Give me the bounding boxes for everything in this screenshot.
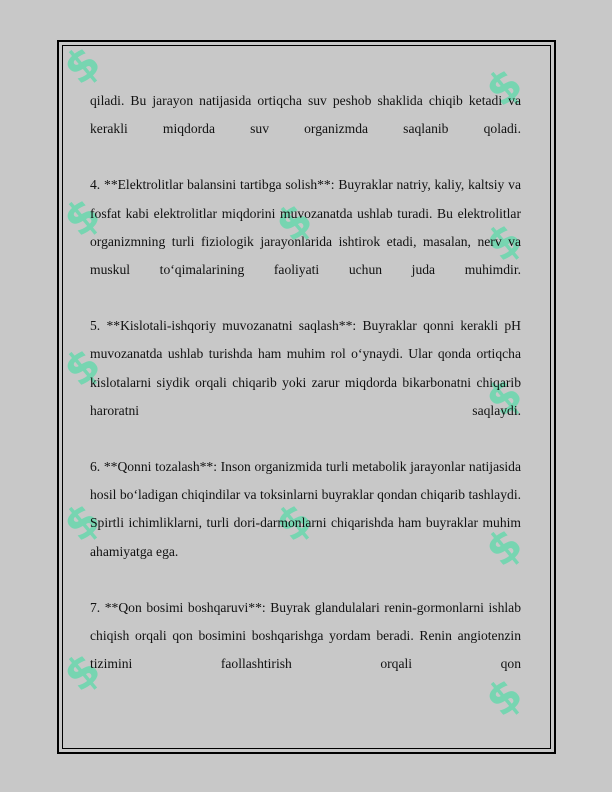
document-body <box>90 87 521 706</box>
watermark-logo-icon: $ <box>476 668 533 727</box>
watermark-logo-icon: $ <box>266 493 323 552</box>
watermark-logo-icon: $ <box>54 36 111 95</box>
watermark-logo-icon: $ <box>54 493 111 552</box>
watermark-logo-icon: $ <box>476 518 533 577</box>
paragraph-acid-base: 5. **Kislotali-ishqoriy muvozanatni saqlash**: Buyraklar qonni kerakli pH muvozanatda ushlab turishda ham muhim rol o‘ynaydi. Ular qonda ortiqcha kislotalarni siydik orqali chiqarib yoki zarur miqdorda bikarbonatni chiqarib haroratni saqlaydi. <box>90 318 521 418</box>
document-page <box>54 36 556 754</box>
watermark-logo-icon: $ <box>54 643 111 702</box>
paragraph-electrolytes: 4. **Elektrolitlar balansini tartibga solish**: Buyraklar natriy, kaliy, kaltsiy va fosfat kabi elektrolitlar miqdorini muvozanatda ushlab turadi. Bu elektrolitlar organizmning turli fiziologik jarayonlarida ishtirok etadi, masalan, nerv va muskul to‘qimalarining faoliyati uchun juda muhimdir. <box>90 177 521 278</box>
paragraph-blood-pressure: 7. **Qon bosimi boshqaruvi**: Buyrak glandulalari renin-gormonlarni ishlab chiqish orqali qon bosimini boshqarishga yordam beradi. Renin angiotenzin tizimini faollashtirish orqali qon <box>90 599 521 672</box>
watermark-logo-icon: $ <box>476 58 533 117</box>
watermark-logo-icon: $ <box>476 213 533 272</box>
watermark-logo-icon: $ <box>54 338 111 397</box>
watermark-logo-icon: $ <box>266 193 323 252</box>
paragraph-blood-cleansing: 6. **Qonni tozalash**: Inson organizmida turli metabolik jarayonlar natijasida hosil bo‘ladigan chiqindilar va toksinlarni buyraklar qondan chiqarib tashlaydi. Spirtli ichimliklarni, turli dori-darmonlarni chiqarishda ham buyraklar muhim ahamiyatga ega. <box>90 459 521 559</box>
watermark-logo-icon: $ <box>476 368 533 427</box>
paragraph-continuation: qiladi. Bu jarayon natijasida ortiqcha suv peshob shaklida chiqib ketadi va kerakli miqdorda suv organizmda saqlanib qoladi. <box>90 93 521 137</box>
watermark-logo-icon: $ <box>54 188 111 247</box>
